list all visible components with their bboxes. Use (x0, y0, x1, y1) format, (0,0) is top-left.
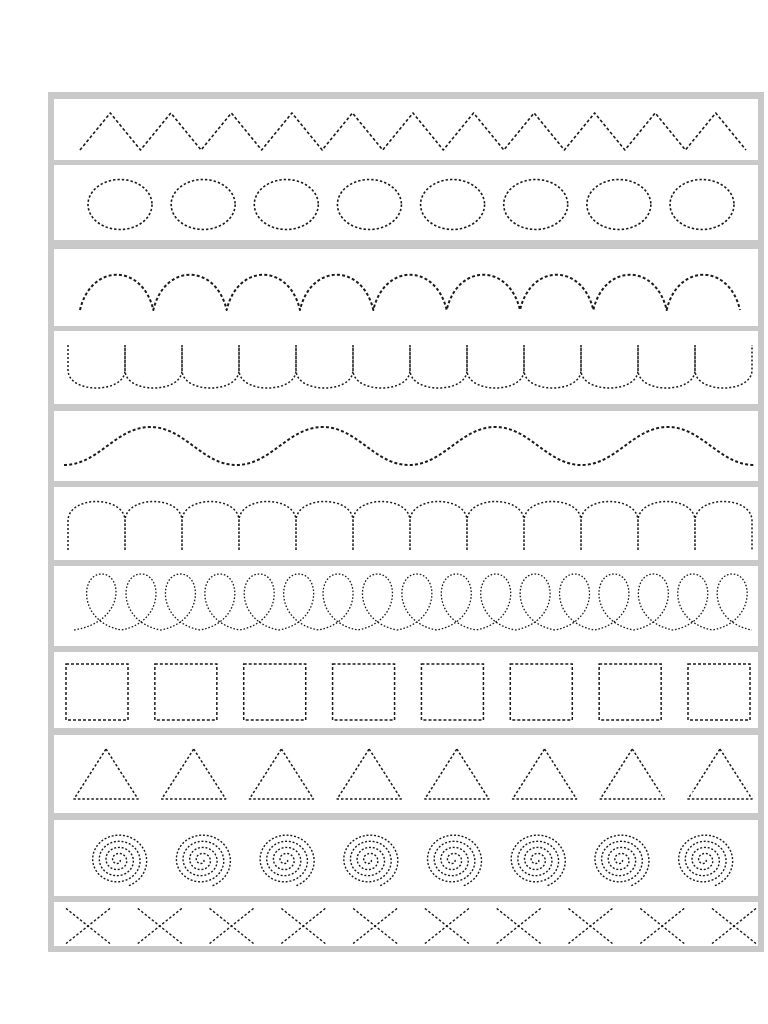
spiral-shape (93, 835, 147, 886)
square-shape (155, 664, 217, 720)
square-shape (244, 664, 306, 720)
ovals-tracing-pattern (54, 165, 758, 240)
cross-shape (66, 908, 110, 943)
arch-line (68, 502, 752, 551)
spiral-shape (428, 835, 482, 886)
spiral-shape (176, 835, 230, 886)
pattern-row-hump-waves (54, 249, 758, 326)
square-shape (333, 664, 395, 720)
cross-shape (712, 908, 756, 943)
zigzag-line (80, 113, 746, 150)
oval-shape (587, 180, 651, 230)
triangle-shape (74, 749, 138, 799)
u-cups-tracing-pattern (54, 331, 758, 404)
oval-shape (421, 180, 485, 230)
oval-shape (337, 180, 401, 230)
u-cup-line (68, 345, 752, 388)
square-shape (599, 664, 661, 720)
pattern-row-crosses (54, 902, 758, 946)
oval-shape (254, 180, 318, 230)
pattern-rows (48, 92, 764, 952)
cross-shape (497, 908, 541, 943)
spiral-shape (260, 835, 314, 886)
pattern-row-loop-chain (54, 566, 758, 646)
oval-shape (171, 180, 235, 230)
pattern-row-zigzag (54, 99, 758, 160)
cross-shape (425, 908, 469, 943)
pattern-row-triangles (54, 735, 758, 813)
arches-tracing-pattern (54, 487, 758, 560)
cross-shape (640, 908, 684, 943)
hump-waves-tracing-pattern (54, 249, 758, 326)
pattern-row-squares (54, 652, 758, 728)
cross-shape (281, 908, 325, 943)
spiral-shape (344, 835, 398, 886)
spiral-shape (511, 835, 565, 886)
sine-wave-line (64, 427, 754, 465)
square-shape (510, 664, 572, 720)
triangle-shape (337, 749, 401, 799)
oval-shape (670, 180, 734, 230)
pattern-row-spirals (54, 820, 758, 896)
pattern-row-ovals (54, 165, 758, 240)
sine-wave-tracing-pattern (54, 411, 758, 481)
crosses-tracing-pattern (54, 902, 758, 946)
square-shape (421, 664, 483, 720)
site-watermark: www.fiche-maternelle.com (623, 790, 750, 800)
hump-wave-line (80, 275, 740, 310)
triangle-shape (513, 749, 577, 799)
triangle-shape (162, 749, 226, 799)
squares-tracing-pattern (54, 652, 758, 728)
pattern-row-sine-wave (54, 411, 758, 481)
tracing-worksheet (48, 92, 764, 952)
cross-shape (353, 908, 397, 943)
square-shape (66, 664, 128, 720)
triangles-tracing-pattern (54, 735, 758, 813)
pattern-row-u-cups (54, 331, 758, 404)
oval-shape (504, 180, 568, 230)
cross-shape (210, 908, 254, 943)
cross-shape (568, 908, 612, 943)
pattern-row-arches (54, 487, 758, 560)
loop-chain-line (74, 574, 752, 630)
oval-shape (88, 180, 152, 230)
triangle-shape (425, 749, 489, 799)
spiral-shape (679, 835, 733, 886)
triangle-shape (249, 749, 313, 799)
cross-shape (138, 908, 182, 943)
spirals-tracing-pattern (54, 820, 758, 896)
spiral-shape (595, 835, 649, 886)
loop-chain-tracing-pattern (54, 566, 758, 646)
zigzag-tracing-pattern (54, 99, 758, 160)
square-shape (688, 664, 750, 720)
